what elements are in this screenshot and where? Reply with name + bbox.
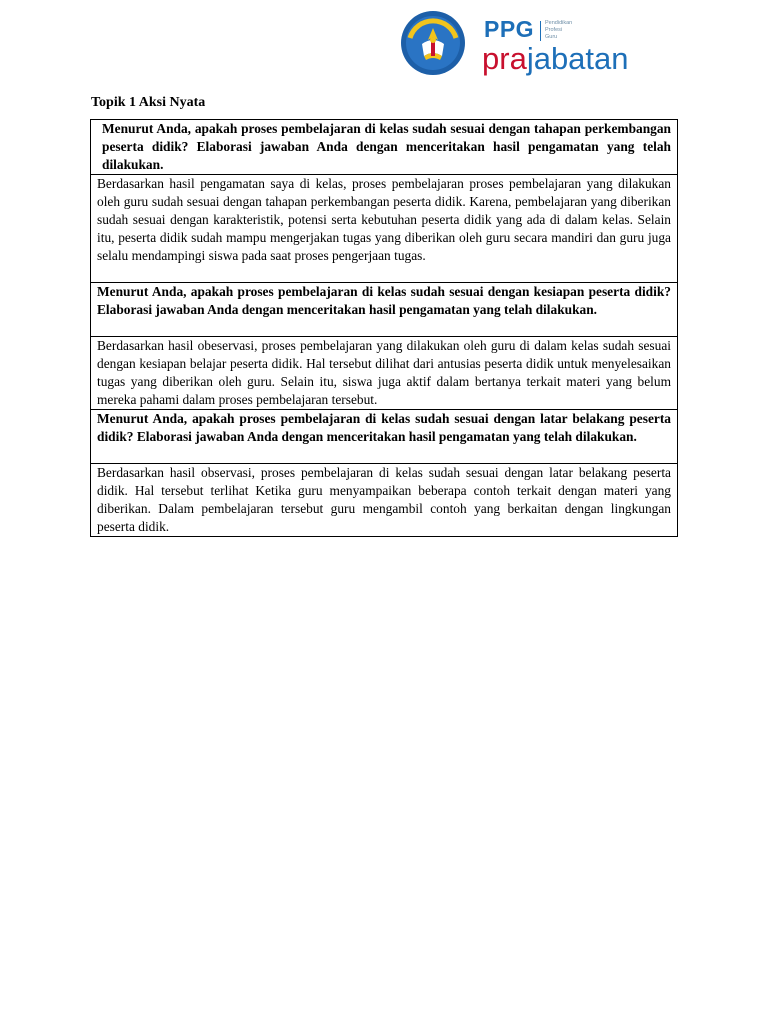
table-row bbox=[91, 120, 678, 175]
table-row bbox=[91, 175, 678, 283]
ppg-prajabatan-logo bbox=[482, 16, 642, 80]
ppg-subtitle: Pendidikan Profesi Guru bbox=[545, 20, 573, 40]
question-cell: Menurut Anda, apakah proses pembelajaran di kelas sudah sesuai dengan tahapan perkembangan peserta didik? Elaborasi jawaban Anda dengan menceritakan hasil pengamatan yang telah dilakukan. bbox=[91, 120, 678, 175]
table-row bbox=[91, 337, 678, 410]
table-row bbox=[91, 283, 678, 337]
answer-cell: Berdasarkan hasil pengamatan saya di kelas, proses pembelajaran proses pembelajaran yang dilakukan oleh guru sudah sesuai dengan tahapan perkembangan peserta didik. Karena, pembelajaran yang diberikan sudah sesuai dengan karakteristik, potensi serta kebutuhan peserta didik yang ada di dalam kelas. Selain itu, peserta didik sudah mampu mengerjakan tugas yang diberikan oleh guru secara mandiri dan guru juga selalu mendampingi siswa pada saat proses pengerjaan tugas. bbox=[91, 175, 678, 283]
prajabatan-wordmark: prajabatan bbox=[482, 41, 629, 76]
logo-divider bbox=[540, 21, 541, 41]
qa-table bbox=[90, 119, 678, 537]
table-row bbox=[91, 464, 678, 537]
question-cell: Menurut Anda, apakah proses pembelajaran di kelas sudah sesuai dengan latar belakang peserta didik? Elaborasi jawaban Anda dengan menceritakan hasil pengamatan yang telah dilakukan. bbox=[91, 410, 678, 464]
answer-cell: Berdasarkan hasil obeservasi, proses pembelajaran yang dilakukan oleh guru di dalam kelas sudah sesuai dengan kesiapan belajar peserta didik. Hal tersebut dilihat dari antusias peserta didik untuk menyelesaikan tugas yang diberikan oleh guru. Selain itu, siswa juga aktif dalam bertanya terkait materi yang belum mereka pahami dalam proses pembelajaran tersebut. bbox=[91, 337, 678, 410]
ppg-label: PPG bbox=[484, 16, 535, 42]
tut-wuri-handayani-emblem-icon bbox=[400, 10, 466, 76]
question-cell: Menurut Anda, apakah proses pembelajaran di kelas sudah sesuai dengan kesiapan peserta didik? Elaborasi jawaban Anda dengan menceritakan hasil pengamatan yang telah dilakukan. bbox=[91, 283, 678, 337]
header-logos bbox=[400, 10, 640, 80]
page-title: Topik 1 Aksi Nyata bbox=[91, 95, 206, 110]
answer-cell: Berdasarkan hasil observasi, proses pembelajaran di kelas sudah sesuai dengan latar belakang peserta didik. Hal tersebut terlihat Ketika guru menyampaikan beberapa contoh terkait dengan materi yang diberikan. Dalam pembelajaran tersebut guru mengambil contoh yang berkaitan dengan lingkungan peserta didik. bbox=[91, 464, 678, 537]
table-row bbox=[91, 410, 678, 464]
